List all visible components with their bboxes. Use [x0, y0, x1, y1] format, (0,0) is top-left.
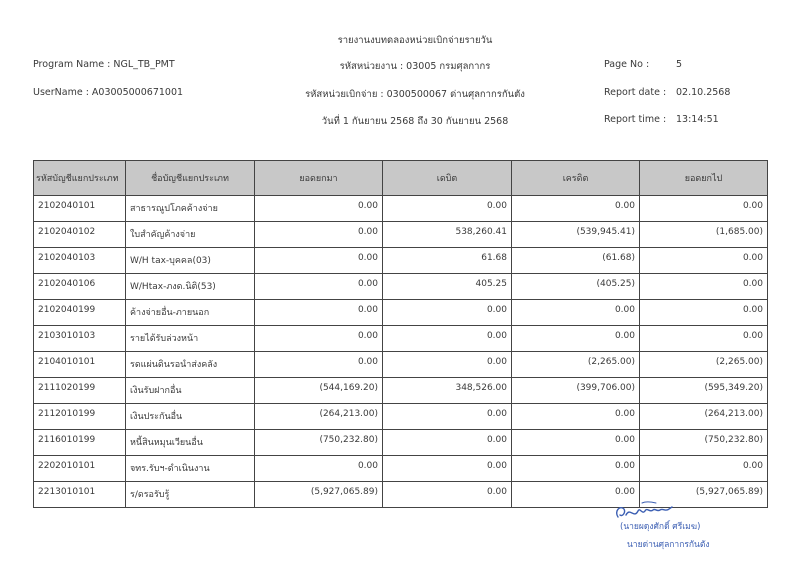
carried-forward-amount: 0.00 — [640, 456, 768, 482]
account-name: จทร.รับฯ-ดำเนินงาน — [126, 456, 255, 482]
debit-amount: 405.25 — [383, 274, 512, 300]
page-no-label: Page No : — [604, 59, 650, 70]
report-date-label: Report date : — [604, 87, 667, 98]
table-row — [34, 404, 768, 430]
brought-forward-amount: (544,169.20) — [255, 378, 383, 404]
credit-amount: 0.00 — [512, 326, 640, 352]
account-code: 2116010199 — [34, 430, 126, 456]
credit-amount: 0.00 — [512, 430, 640, 456]
credit-amount: 0.00 — [512, 482, 640, 508]
brought-forward-amount: 0.00 — [255, 248, 383, 274]
account-code: 2102040102 — [34, 222, 126, 248]
table-row — [34, 378, 768, 404]
signer-name: (นายผดุงศักดิ์ ศรีเมฆ) — [620, 522, 701, 532]
credit-amount: (405.25) — [512, 274, 640, 300]
credit-amount: 0.00 — [512, 456, 640, 482]
credit-amount: 0.00 — [512, 300, 640, 326]
column-header-carried-forward: ยอดยกไป — [640, 161, 768, 196]
carried-forward-amount: (1,685.00) — [640, 222, 768, 248]
debit-amount: 348,526.00 — [383, 378, 512, 404]
credit-amount: (399,706.00) — [512, 378, 640, 404]
credit-amount: 0.00 — [512, 196, 640, 222]
account-name: ใบสำคัญค้างจ่าย — [126, 222, 255, 248]
account-name: ร/ดรอรับรู้ — [126, 482, 255, 508]
credit-amount: (61.68) — [512, 248, 640, 274]
account-code: 2111020199 — [34, 378, 126, 404]
debit-amount: 0.00 — [383, 404, 512, 430]
brought-forward-amount: 0.00 — [255, 456, 383, 482]
column-header-code: รหัสบัญชีแยกประเภท — [34, 161, 126, 196]
report-date-value: 02.10.2568 — [676, 87, 731, 98]
table-header-row — [34, 161, 768, 196]
brought-forward-amount: 0.00 — [255, 222, 383, 248]
column-header-name: ชื่อบัญชีแยกประเภท — [126, 161, 255, 196]
credit-amount: 0.00 — [512, 404, 640, 430]
brought-forward-amount: 0.00 — [255, 300, 383, 326]
ledger-table — [33, 160, 768, 508]
brought-forward-amount: 0.00 — [255, 326, 383, 352]
account-name: เงินรับฝากอื่น — [126, 378, 255, 404]
account-name: รายได้รับล่วงหน้า — [126, 326, 255, 352]
account-code: 2102040101 — [34, 196, 126, 222]
report-time-label: Report time : — [604, 114, 667, 125]
column-header-brought-forward: ยอดยกมา — [255, 161, 383, 196]
table-row — [34, 430, 768, 456]
account-name: W/Htax-ภงด.นิติ(53) — [126, 274, 255, 300]
pay-unit-code: รหัสหน่วยเบิกจ่าย : 0300500067 ด่านศุลกากรกันตัง — [305, 89, 525, 100]
debit-amount: 0.00 — [383, 300, 512, 326]
debit-amount: 0.00 — [383, 430, 512, 456]
table-row — [34, 196, 768, 222]
carried-forward-amount: 0.00 — [640, 196, 768, 222]
brought-forward-amount: (750,232.80) — [255, 430, 383, 456]
debit-amount: 538,260.41 — [383, 222, 512, 248]
debit-amount: 0.00 — [383, 456, 512, 482]
table-row — [34, 352, 768, 378]
brought-forward-amount: (5,927,065.89) — [255, 482, 383, 508]
credit-amount: (2,265.00) — [512, 352, 640, 378]
debit-amount: 0.00 — [383, 196, 512, 222]
brought-forward-amount: 0.00 — [255, 196, 383, 222]
column-header-credit: เครดิต — [512, 161, 640, 196]
table-row — [34, 300, 768, 326]
report-time-value: 13:14:51 — [676, 114, 719, 125]
account-name: หนี้สินหมุนเวียนอื่น — [126, 430, 255, 456]
signer-title: นายด่านศุลกากรกันตัง — [627, 540, 710, 550]
report-title: รายงานงบทดลองหน่วยเบิกจ่ายรายวัน — [337, 35, 493, 46]
debit-amount: 0.00 — [383, 326, 512, 352]
date-range: วันที่ 1 กันยายน 2568 ถึง 30 กันยายน 2568 — [321, 116, 509, 127]
debit-amount: 0.00 — [383, 482, 512, 508]
account-code: 2102040103 — [34, 248, 126, 274]
table-row — [34, 456, 768, 482]
debit-amount: 61.68 — [383, 248, 512, 274]
account-code: 2202010101 — [34, 456, 126, 482]
account-code: 2102040106 — [34, 274, 126, 300]
account-name: รดแผ่นดินรอนำส่งคลัง — [126, 352, 255, 378]
carried-forward-amount: (750,232.80) — [640, 430, 768, 456]
carried-forward-amount: (595,349.20) — [640, 378, 768, 404]
page-no-value: 5 — [676, 59, 683, 70]
carried-forward-amount: 0.00 — [640, 274, 768, 300]
account-code: 2104010101 — [34, 352, 126, 378]
table-row — [34, 326, 768, 352]
carried-forward-amount: 0.00 — [640, 248, 768, 274]
account-name: ค้างจ่ายอื่น-ภายนอก — [126, 300, 255, 326]
carried-forward-amount: 0.00 — [640, 326, 768, 352]
carried-forward-amount: (5,927,065.89) — [640, 482, 768, 508]
carried-forward-amount: (2,265.00) — [640, 352, 768, 378]
account-code: 2102040199 — [34, 300, 126, 326]
account-code: 2112010199 — [34, 404, 126, 430]
column-header-debit: เดบิต — [383, 161, 512, 196]
debit-amount: 0.00 — [383, 352, 512, 378]
department-code: รหัสหน่วยงาน : 03005 กรมศุลกากร — [339, 61, 491, 72]
account-name: เงินประกันอื่น — [126, 404, 255, 430]
table-row — [34, 248, 768, 274]
brought-forward-amount: 0.00 — [255, 352, 383, 378]
credit-amount: (539,945.41) — [512, 222, 640, 248]
user-name: UserName : A03005000671001 — [33, 87, 184, 98]
account-code: 2213010101 — [34, 482, 126, 508]
brought-forward-amount: 0.00 — [255, 274, 383, 300]
account-name: W/H tax-บุคคล(03) — [126, 248, 255, 274]
carried-forward-amount: 0.00 — [640, 300, 768, 326]
program-name: Program Name : NGL_TB_PMT — [33, 59, 175, 70]
account-name: สาธารณูปโภคค้างจ่าย — [126, 196, 255, 222]
brought-forward-amount: (264,213.00) — [255, 404, 383, 430]
table-row — [34, 274, 768, 300]
carried-forward-amount: (264,213.00) — [640, 404, 768, 430]
account-code: 2103010103 — [34, 326, 126, 352]
table-row — [34, 222, 768, 248]
